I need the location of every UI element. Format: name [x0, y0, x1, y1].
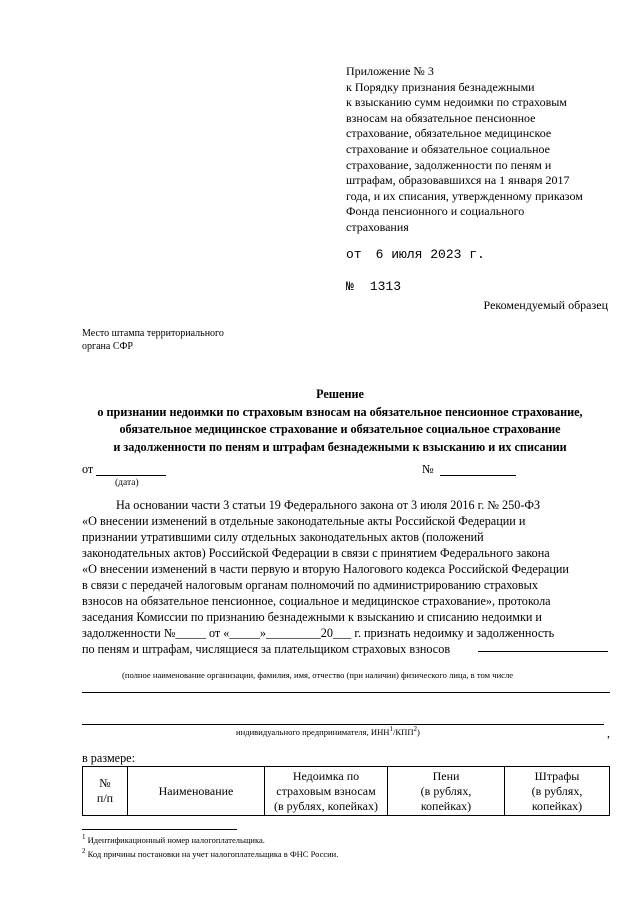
payer-caption-2-end: ) [417, 727, 420, 737]
date-field-prefix: от [82, 462, 94, 476]
body-line: задолженности №_____ от «_____»_________20___ г. признать недоимку и задолженность [82, 626, 555, 640]
header-fines-line: Штрафы [534, 768, 580, 783]
appendix-line: страхование, задолженности по пеням и [346, 157, 552, 172]
header-arrears-line: страховым взносам [276, 783, 376, 798]
payer-caption-2-mid: /КПП [393, 727, 414, 737]
body-line: «О внесении изменений в части первую и вторую Налогового кодекса Российской Федерации [82, 562, 569, 576]
header-penalties-line: (в рублях, [420, 783, 472, 798]
appendix-line: Фонда пенсионного и социального [346, 204, 525, 219]
payer-name-line-3[interactable] [82, 724, 604, 725]
body-line: заседания Комиссии по признанию безнадежными к взысканию и списанию недоимки и [82, 610, 542, 624]
payer-name-line-2[interactable] [82, 692, 610, 693]
date-field-line[interactable] [96, 475, 166, 476]
stamp-place-line: органа СФР [82, 341, 133, 352]
order-number-prefix: № [346, 279, 354, 294]
appendix-block [346, 64, 616, 236]
appendix-line: страхование и обязательное социальное [346, 141, 550, 156]
header-fines-line: копейках) [531, 798, 583, 813]
footnote-2 [82, 848, 338, 860]
header-num [83, 767, 128, 816]
body-line: На основании части 3 статьи 19 Федерального закона от 3 июля 2016 г. № 250-ФЗ [116, 498, 541, 512]
footnote-mark: 2 [82, 847, 86, 856]
appendix-line: страхование, обязательное медицинское [346, 126, 552, 141]
appendix-line: штрафам, образовавшихся на 1 января 2017 [346, 173, 570, 188]
header-name [128, 767, 265, 816]
payer-caption-2 [236, 727, 420, 737]
footnote-1 [82, 834, 265, 846]
payer-caption: (полное наименование организации, фамилия, имя, отчество (при наличии) физического лица, в том числе [122, 670, 514, 680]
body-line: по пеням и штрафам, числящиеся за плательщиком страховых взносов [82, 642, 451, 656]
body-line: в связи с передачей налоговым органам полномочий по администрированию страховых [82, 578, 538, 592]
amounts-table [82, 766, 610, 816]
header-name-line: Наименование [158, 783, 234, 798]
header-penalties [388, 767, 505, 816]
footnote-text: Код причины постановки на учет налогоплательщика в ФНС России. [87, 849, 339, 859]
order-date [346, 245, 485, 263]
header-fines [505, 767, 610, 816]
appendix-line: года, и их списания, утвержденному приказом [346, 188, 583, 203]
footnote-text: Идентификационный номер налогоплательщика. [87, 835, 265, 845]
order-number [346, 277, 401, 295]
payer-caption-2-text: индивидуального предпринимателя, ИНН [236, 727, 390, 737]
header-num-line: п/п [96, 791, 114, 805]
body-line: «О внесении изменений в отдельные законодательные акты Российской Федерации и [82, 514, 526, 528]
order-date-prefix: от [346, 247, 362, 262]
body-line: признании утратившими силу отдельных законодательных актов (положений [82, 530, 484, 544]
footnote-mark: 1 [82, 833, 86, 842]
decision-title [70, 386, 610, 456]
stamp-place-line: Место штампа территориального [82, 328, 224, 339]
header-fines-line: (в рублях, [531, 783, 583, 798]
header-arrears-line: (в рублях, копейках) [273, 798, 379, 813]
order-date-value: 6 июля 2023 г. [375, 247, 485, 262]
recommended-sample: Рекомендуемый образец [483, 298, 608, 312]
decision-heading: Решение [316, 387, 364, 401]
decision-body [82, 497, 609, 657]
appendix-line: к Порядку признания безнадежными [346, 79, 535, 94]
footnote-separator [82, 829, 237, 830]
amount-label: в размере: [82, 751, 135, 765]
footnote-ref-2: 2 [413, 725, 418, 734]
decision-title-line: обязательное медицинское страхование и обязательное социальное страхование [119, 422, 561, 436]
header-penalties-line: Пени [432, 768, 460, 783]
number-field-prefix: № [422, 462, 434, 476]
decision-title-line: и задолженности по пеням и штрафам безнадежными к взысканию и их списании [113, 439, 567, 454]
header-arrears [265, 767, 388, 816]
stamp-place [82, 327, 224, 353]
date-field-caption: (дата) [115, 478, 139, 488]
number-field-line[interactable] [440, 475, 516, 476]
table-header-row [83, 767, 610, 816]
decision-title-line: о признании недоимки по страховым взносам на обязательное пенсионное страхование, [97, 404, 583, 419]
trailing-comma: , [607, 726, 610, 740]
header-arrears-line: Недоимка по [292, 768, 360, 783]
appendix-line: взносам на обязательное пенсионное [346, 110, 536, 125]
payer-name-line-1[interactable] [478, 651, 608, 652]
footnote-ref-1: 1 [389, 725, 393, 734]
body-line: взносов на обязательное пенсионное, социальное и медицинское страхование», протокола [82, 594, 551, 608]
appendix-line: Приложение № 3 [346, 64, 434, 78]
appendix-line: к взысканию сумм недоимки по страховым [346, 95, 567, 110]
header-num-line: № [99, 776, 111, 790]
body-line: законодательных актов) Российской Федерации в связи с принятием Федерального закона [82, 546, 550, 560]
header-penalties-line: копейках) [420, 798, 472, 813]
appendix-line: страхования [346, 219, 409, 234]
order-number-value: 1313 [369, 279, 402, 294]
